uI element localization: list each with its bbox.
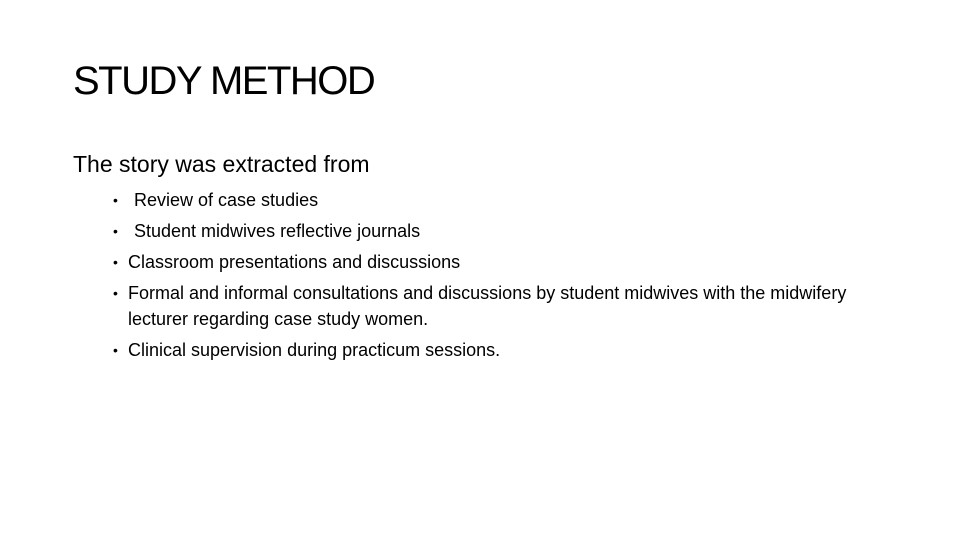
intro-text: The story was extracted from [73,151,370,177]
bullet-text: Clinical supervision during practicum sessions. [128,340,501,360]
bullet-text: Classroom presentations and discussions [128,252,461,272]
bullet-text: Student midwives reflective journals [134,221,421,241]
bullet-text: Formal and informal consultations and discussions by student midwives with the midwifery lecturer regarding case study women. [128,283,847,329]
bullet-dot-icon: • [113,223,118,239]
slide-title: STUDY METHOD [73,59,375,103]
bullet-dot-icon: • [113,342,118,358]
bullet-list [113,185,903,366]
bullet-dot-icon: • [113,285,118,301]
bullet-text: Review of case studies [134,190,319,210]
bullet-dot-icon: • [113,192,118,208]
bullet-item [113,185,903,216]
bullet-item [113,216,903,247]
bullet-item [113,278,903,335]
bullet-item [113,335,903,366]
bullet-item [113,247,903,278]
bullet-dot-icon: • [113,254,118,270]
